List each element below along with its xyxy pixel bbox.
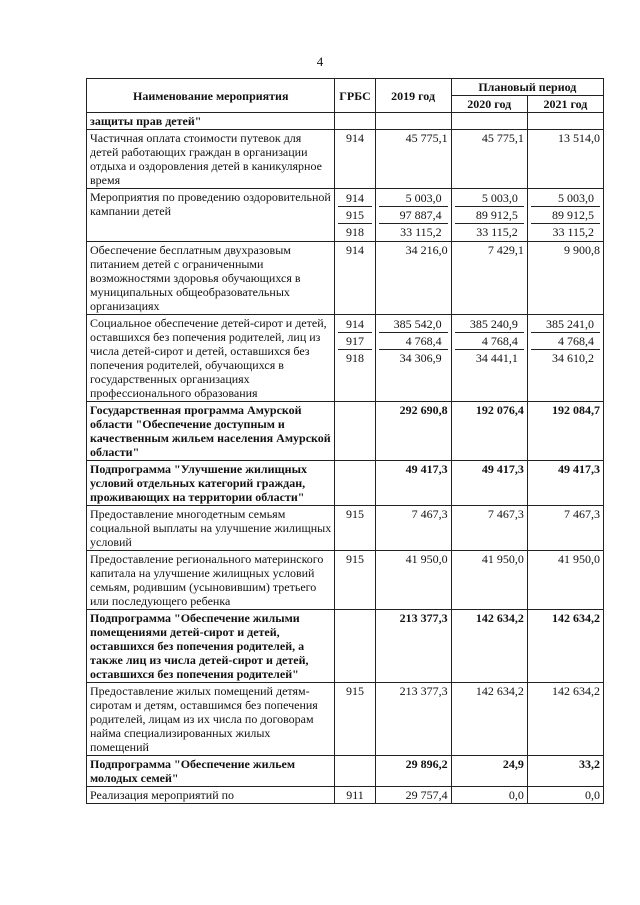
table-row <box>87 242 604 315</box>
grbs-cell <box>335 461 375 506</box>
value-2019-cell-value: 33 115,2 <box>400 225 442 239</box>
value-2020-cell: 49 417,3 <box>451 461 527 506</box>
value-2021-cell <box>527 189 603 242</box>
row-name-cell: Подпрограмма "Улучшение жилищных условий отдельных категорий граждан, проживающих на территории области" <box>87 461 335 506</box>
grbs-cell <box>335 402 375 461</box>
value-2019-cell: 292 690,8 <box>375 402 451 461</box>
value-2020-cell: 192 076,4 <box>451 402 527 461</box>
grbs-cell <box>335 189 375 242</box>
grbs-cell <box>335 315 375 402</box>
value-2020-cell <box>451 315 527 402</box>
grbs-cell-value: 917 <box>338 333 371 350</box>
table-header <box>87 79 604 113</box>
table-row <box>87 610 604 683</box>
value-2019-cell-value: 385 542,0 <box>379 316 448 333</box>
value-2020-cell: 142 634,2 <box>451 683 527 756</box>
header-name: Наименование мероприятия <box>87 79 335 113</box>
value-2019-cell: 49 417,3 <box>375 461 451 506</box>
grbs-cell: 914 <box>335 242 375 315</box>
row-name-cell: Государственная программа Амурской области "Обеспечение доступным и качественным жильем населения Амурской области" <box>87 402 335 461</box>
grbs-cell: 915 <box>335 683 375 756</box>
table-body <box>87 113 604 804</box>
value-2020-cell: 24,9 <box>451 756 527 787</box>
value-2020-cell-value: 34 441,1 <box>475 351 518 365</box>
grbs-cell <box>335 756 375 787</box>
grbs-cell: 915 <box>335 506 375 551</box>
header-2021: 2021 год <box>527 96 603 113</box>
value-2019-cell <box>375 315 451 402</box>
value-2019-cell-value: 4 768,4 <box>379 333 448 350</box>
value-2019-cell-value: 97 887,4 <box>379 207 448 224</box>
budget-table <box>86 78 604 804</box>
value-2020-cell: 45 775,1 <box>451 130 527 189</box>
table-row <box>87 130 604 189</box>
value-2020-cell: 7 467,3 <box>451 506 527 551</box>
value-2021-cell: 7 467,3 <box>527 506 603 551</box>
grbs-cell: 911 <box>335 787 375 804</box>
value-2019-cell: 34 216,0 <box>375 242 451 315</box>
table-row <box>87 315 604 402</box>
row-name-cell: Предоставление жилых помещений детям-сиротам и детям, оставшимся без попечения родителей, лицам из их числа по договорам найма специализированных жилых помещений <box>87 683 335 756</box>
value-2019-cell <box>375 113 451 130</box>
page-bottom-edge <box>0 896 640 905</box>
value-2019-cell <box>375 189 451 242</box>
table-row <box>87 189 604 242</box>
value-2019-cell-value: 34 306,9 <box>399 351 442 365</box>
value-2021-cell: 0,0 <box>527 787 603 804</box>
grbs-cell-value: 918 <box>346 225 364 239</box>
value-2021-cell <box>527 315 603 402</box>
value-2021-cell-value: 33 115,2 <box>552 225 594 239</box>
value-2019-cell: 41 950,0 <box>375 551 451 610</box>
header-planned-period: Плановый период <box>451 79 603 96</box>
value-2019-cell-value: 5 003,0 <box>379 190 448 207</box>
page-number: 4 <box>316 54 324 69</box>
value-2021-cell: 13 514,0 <box>527 130 603 189</box>
row-name-cell: Предоставление регионального материнского капитала на улучшение жилищных условий семьям, родившим (усыновившим) третьего или последующего ребенка <box>87 551 335 610</box>
table-row <box>87 402 604 461</box>
row-name-cell: Подпрограмма "Обеспечение жильем молодых семей" <box>87 756 335 787</box>
value-2019-cell: 29 896,2 <box>375 756 451 787</box>
row-name-cell: защиты прав детей" <box>87 113 335 130</box>
value-2021-cell: 33,2 <box>527 756 603 787</box>
grbs-cell-value: 914 <box>338 316 371 333</box>
grbs-cell-value: 914 <box>338 190 371 207</box>
value-2020-cell <box>451 189 527 242</box>
table-row <box>87 461 604 506</box>
value-2019-cell: 29 757,4 <box>375 787 451 804</box>
value-2020-cell-value: 5 003,0 <box>455 190 524 207</box>
grbs-cell-value: 918 <box>346 351 364 365</box>
grbs-cell <box>335 113 375 130</box>
value-2019-cell: 7 467,3 <box>375 506 451 551</box>
grbs-cell-value: 915 <box>338 207 371 224</box>
header-grbs: ГРБС <box>335 79 375 113</box>
value-2021-cell-value: 34 610,2 <box>552 351 594 365</box>
value-2021-cell-value: 5 003,0 <box>531 190 600 207</box>
value-2020-cell: 41 950,0 <box>451 551 527 610</box>
value-2020-cell-value: 4 768,4 <box>455 333 524 350</box>
row-name-cell: Обеспечение бесплатным двухразовым питанием детей с ограниченными возможностями здоровья обучающихся в муниципальных общеобразовательных организациях <box>87 242 335 315</box>
row-name-cell: Реализация мероприятий по <box>87 787 335 804</box>
value-2020-cell-value: 385 240,9 <box>455 316 524 333</box>
value-2019-cell: 213 377,3 <box>375 683 451 756</box>
table-row <box>87 506 604 551</box>
value-2021-cell-value: 385 241,0 <box>531 316 600 333</box>
value-2019-cell: 45 775,1 <box>375 130 451 189</box>
value-2020-cell <box>451 113 527 130</box>
grbs-cell: 914 <box>335 130 375 189</box>
row-name-cell: Частичная оплата стоимости путевок для детей работающих граждан в организации отдыха и оздоровления детей в каникулярное время <box>87 130 335 189</box>
value-2019-cell: 213 377,3 <box>375 610 451 683</box>
value-2021-cell-value: 89 912,5 <box>531 207 600 224</box>
table-row <box>87 683 604 756</box>
value-2021-cell-value: 4 768,4 <box>531 333 600 350</box>
value-2021-cell: 142 634,2 <box>527 683 603 756</box>
row-name-cell: Подпрограмма "Обеспечение жилыми помещениями детей-сирот и детей, оставшихся без попечения родителей, а также лиц из числа детей-сирот и детей, оставшихся без попечения родителей" <box>87 610 335 683</box>
row-name-cell: Социальное обеспечение детей-сирот и детей, оставшихся без попечения родителей, лиц из числа детей-сирот и детей, оставшихся без попечения родителей, обучающихся в государственных организациях профессионального образования <box>87 315 335 402</box>
table-row <box>87 551 604 610</box>
row-name-cell: Мероприятия по проведению оздоровительной кампании детей <box>87 189 335 242</box>
table-row <box>87 113 604 130</box>
row-name-cell: Предоставление многодетным семьям социальной выплаты на улучшение жилищных условий <box>87 506 335 551</box>
table-row <box>87 787 604 804</box>
value-2021-cell: 41 950,0 <box>527 551 603 610</box>
value-2020-cell: 0,0 <box>451 787 527 804</box>
header-2020: 2020 год <box>451 96 527 113</box>
grbs-cell: 915 <box>335 551 375 610</box>
value-2020-cell: 142 634,2 <box>451 610 527 683</box>
value-2020-cell-value: 89 912,5 <box>455 207 524 224</box>
value-2021-cell: 49 417,3 <box>527 461 603 506</box>
value-2021-cell: 142 634,2 <box>527 610 603 683</box>
value-2020-cell: 7 429,1 <box>451 242 527 315</box>
value-2021-cell: 9 900,8 <box>527 242 603 315</box>
header-2019: 2019 год <box>375 79 451 113</box>
grbs-cell <box>335 610 375 683</box>
value-2020-cell-value: 33 115,2 <box>476 225 518 239</box>
value-2021-cell: 192 084,7 <box>527 402 603 461</box>
value-2021-cell <box>527 113 603 130</box>
table-row <box>87 756 604 787</box>
